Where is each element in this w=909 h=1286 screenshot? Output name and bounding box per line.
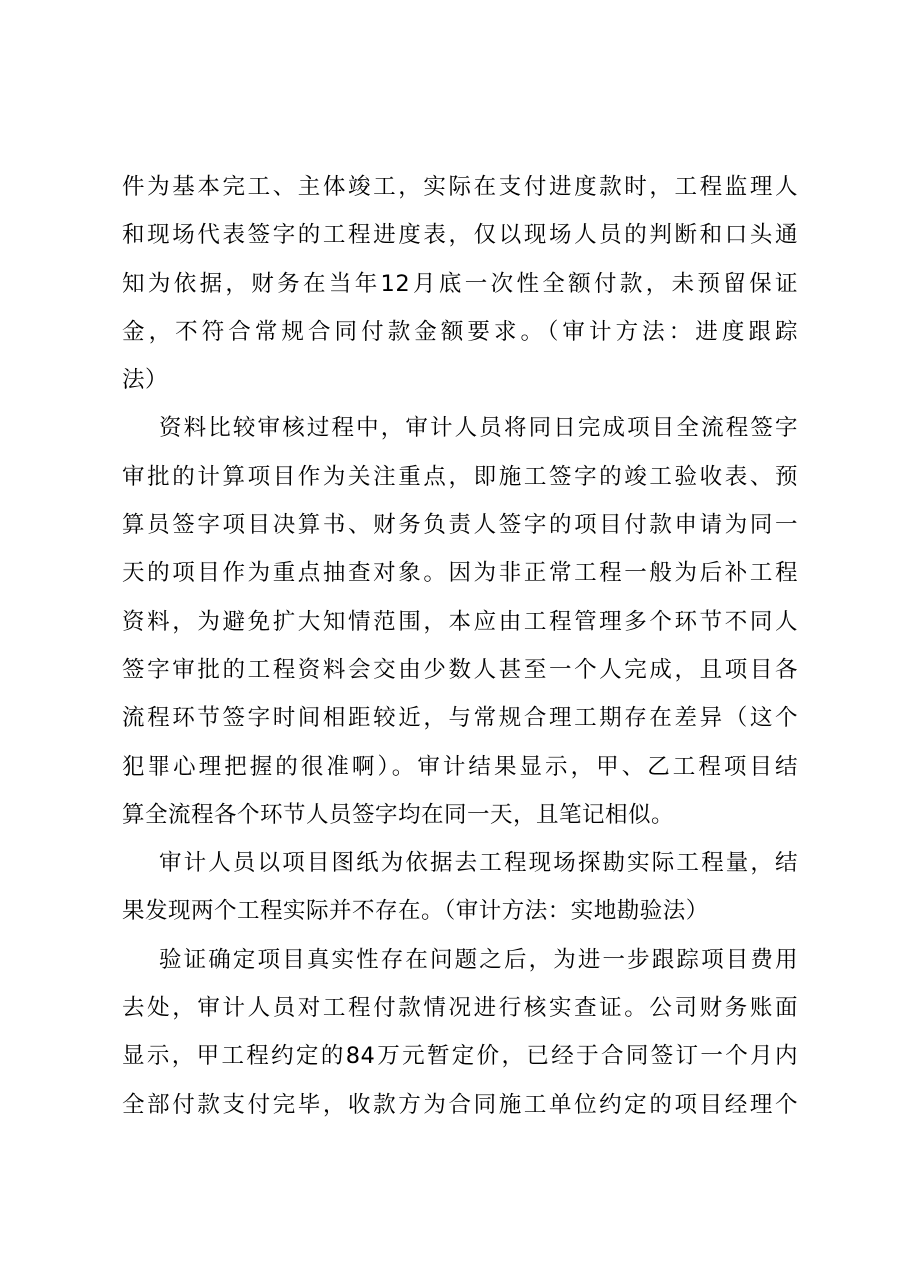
text-line: 显示，甲工程约定的84万元暂定价，已经于合同签订一个月内: [122, 1043, 798, 1070]
text-line: 签字审批的工程资料会交由少数人甚至一个人完成，且项目各: [122, 656, 798, 683]
text-line: 金，不符合常规合同付款金额要求。（审计方法：进度跟踪: [122, 318, 798, 345]
paragraph: [122, 839, 798, 936]
text-line: 流程环节签字时间相距较近，与常规合理工期存在差异（这个: [122, 705, 798, 732]
text-line: 天的项目作为重点抽查对象。因为非正常工程一般为后补工程: [122, 560, 798, 587]
text-line: 和现场代表签字的工程进度表，仅以现场人员的判断和口头通: [122, 222, 798, 249]
text-line: 去处，审计人员对工程付款情况进行核实查证。公司财务账面: [122, 995, 798, 1022]
text-line: 资料比较审核过程中，审计人员将同日完成项目全流程签字: [159, 415, 798, 442]
text-line: 验证确定项目真实性存在问题之后，为进一步跟踪项目费用: [159, 946, 798, 973]
paragraph: [122, 404, 798, 839]
body-text: [122, 163, 798, 1129]
text-line: 知为依据，财务在当年12月底一次性全额付款，未预留保证: [122, 270, 798, 297]
text-line: 犯罪心理把握的很准啊）。审计结果显示，甲、乙工程项目结: [122, 753, 798, 780]
text-line: 资料，为避免扩大知情范围，本应由工程管理多个环节不同人: [122, 608, 798, 635]
text-line: 审计人员以项目图纸为依据去工程现场探勘实际工程量，结: [159, 850, 798, 877]
paragraph: [122, 936, 798, 1129]
text-line: 算员签字项目决算书、财务负责人签字的项目付款申请为同一: [122, 512, 798, 539]
text-line: 件为基本完工、主体竣工，实际在支付进度款时，工程监理人: [122, 174, 798, 200]
text-line: 法）: [122, 367, 169, 394]
text-line: 果发现两个工程实际并不存在。（审计方法：实地勘验法）: [122, 898, 709, 925]
text-line: 全部付款支付完毕，收款方为合同施工单位约定的项目经理个: [122, 1091, 798, 1118]
text-line: 算全流程各个环节人员签字均在同一天，且笔记相似。: [122, 801, 675, 828]
paragraph: [122, 163, 798, 404]
text-line: 审批的计算项目作为关注重点，即施工签字的竣工验收表、预: [122, 463, 798, 490]
